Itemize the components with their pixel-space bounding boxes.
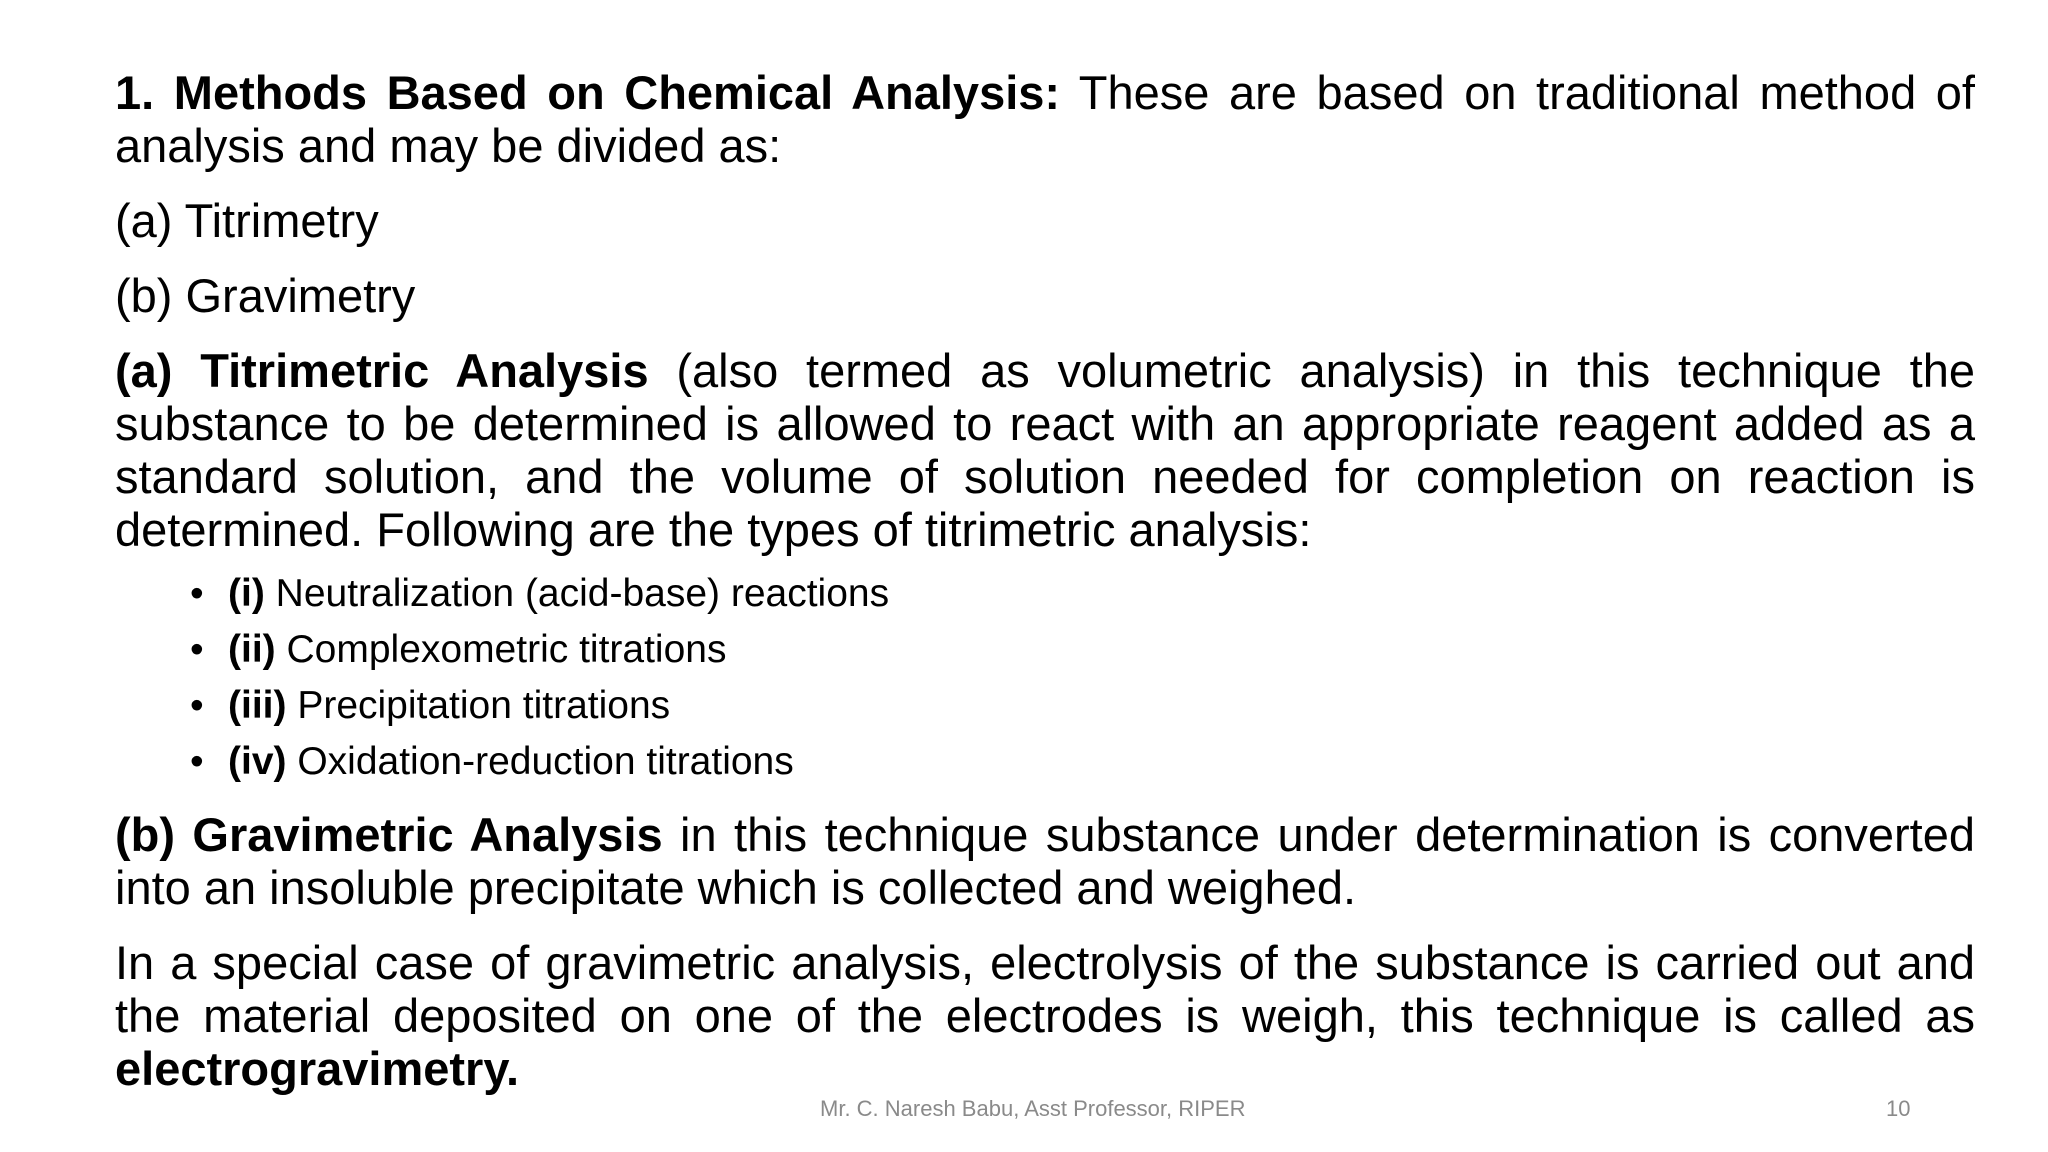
electrogravimetry-text: In a special case of gravimetric analysis, electrolysis of the substance is carried out and the material deposited on one of the electrodes is weigh, this technique is called as [115, 936, 1975, 1042]
titrimetric-types-list [115, 566, 1975, 790]
type-number: (iv) [228, 740, 287, 783]
page-number: 10 [1886, 1096, 1911, 1121]
type-number: (iii) [228, 684, 287, 727]
footer-author: Mr. C. Naresh Babu, Asst Professor, RIPER [820, 1096, 1246, 1121]
methods-heading: 1. Methods Based on Chemical Analysis: [115, 66, 1061, 119]
gravimetric-heading: (b) Gravimetric Analysis [115, 808, 663, 861]
type-text: Oxidation-reduction titrations [286, 740, 794, 783]
type-text: Neutralization (acid-base) reactions [264, 572, 890, 615]
list-item [190, 622, 1975, 678]
electrogravimetry-term: electrogravimetry. [115, 1042, 520, 1095]
type-number: (i) [228, 572, 265, 615]
slide-content [115, 66, 1975, 1117]
gravimetric-text: in this technique substance under determination is converted into an insoluble precipitate which is collected and weighed. [115, 808, 1975, 914]
gravimetric-paragraph [115, 808, 1975, 914]
electrogravimetry-paragraph [115, 936, 1975, 1095]
list-item [190, 566, 1975, 622]
type-text: Precipitation titrations [286, 684, 671, 727]
bullet-icon: • [190, 572, 204, 615]
type-text: Complexometric titrations [275, 628, 727, 671]
methods-text: These are based on traditional method of analysis and may be divided as: [115, 66, 1975, 172]
bullet-icon: • [190, 628, 204, 671]
titrimetric-heading: (a) Titrimetric Analysis [115, 344, 649, 397]
list-item [190, 678, 1975, 734]
titrimetric-text: (also termed as volumetric analysis) in this technique the substance to be determined is allowed to react with an appropriate reagent added as a standard solution, and the volume of solution needed for completion on reaction is determined. Following are the types of titrimetric analysis: [115, 344, 1975, 556]
bullet-icon: • [190, 740, 204, 783]
bullet-icon: • [190, 684, 204, 727]
type-number: (ii) [228, 628, 276, 671]
titrimetric-paragraph [115, 344, 1975, 556]
item-titrimetry: (a) Titrimetry [115, 194, 379, 247]
list-item [190, 734, 1975, 790]
methods-paragraph [115, 66, 1975, 172]
item-gravimetry: (b) Gravimetry [115, 269, 416, 322]
